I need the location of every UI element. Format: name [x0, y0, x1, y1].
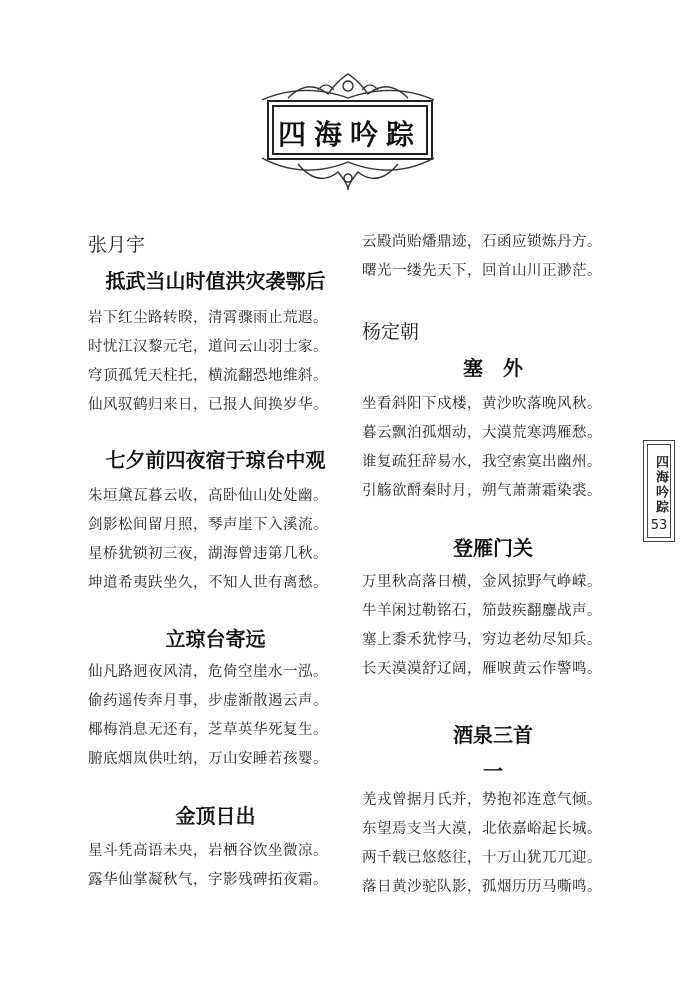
poem-title: 抵武当山时值洪灾袭鄂后	[105, 269, 326, 293]
poem-line: 仙风驭鹤归来日，已报人间换岁华。	[88, 397, 328, 413]
poem-line: 岩下红尘路转睽，清霄骤雨止荒遐。	[88, 310, 328, 326]
ornament-top-icon	[258, 70, 438, 106]
poem-title: 登雁门关	[453, 536, 533, 560]
poem-line: 偷药遥传奔月事，步虚渐散遏云声。	[88, 693, 328, 709]
poem-line: 星斗凭高语未央，岩栖谷饮坐微凉。	[88, 843, 328, 859]
poem-line: 坐看斜阳下戍楼，黄沙吹落晚风秋。	[362, 396, 602, 412]
poem-line: 星桥犹锁初三夜，湖海曾违第几秋。	[88, 546, 328, 562]
side-tab-label: 四海吟踪	[653, 455, 668, 515]
author-name: 张月宇	[88, 234, 146, 256]
page-number: 53	[650, 518, 668, 533]
poem-line: 落日黄沙驼队影，孤烟历历马嘶鸣。	[362, 879, 602, 895]
author-name: 杨定朝	[362, 321, 420, 343]
side-tab	[643, 440, 675, 542]
poem-line: 谁复疏狂辞易水，我空索寞出幽州。	[362, 454, 602, 470]
poem-line: 引觞欲酹秦时月，朔气萧萧霜染裘。	[362, 483, 602, 499]
poem-line: 两千载已悠悠往，十万山犹兀兀迎。	[362, 850, 602, 866]
section-title-box	[272, 105, 428, 155]
poem-title: 立琼台寄远	[165, 627, 266, 651]
poem-line: 云殿尚贻燔鼎迹，石函应锁炼丹方。	[362, 234, 602, 250]
section-title: 四海吟踪	[277, 118, 422, 151]
poem-line: 曙光一缕先天下，回首山川正渺茫。	[362, 263, 602, 279]
ornament-bottom-icon	[258, 154, 438, 194]
poem-line: 万里秋高落日横，金风掠野气峥嵘。	[362, 574, 602, 590]
poem-title: 酒泉三首	[453, 723, 533, 747]
side-tab-frame	[647, 444, 671, 538]
poem-line: 朱垣黛瓦暮云收，高卧仙山处处幽。	[88, 488, 328, 504]
poem-line: 穹顶孤凭天柱托，横流翻恐地维斜。	[88, 368, 328, 384]
poem-line: 暮云飘泊孤烟动，大漠荒寒鸿雁愁。	[362, 425, 602, 441]
poem-title: 金顶日出	[175, 804, 256, 828]
poem-subtitle: 一	[483, 759, 503, 783]
poem-line: 仙凡路迥夜风清，危倚空崖水一泓。	[88, 664, 328, 680]
poem-line: 时忧江汉黎元宅，道问云山羽士家。	[88, 339, 328, 355]
poem-line: 腑底烟岚供吐纳，万山安睡若孩婴。	[88, 751, 328, 767]
poem-line: 牛羊闲过勒铭石，笳鼓疾翻鏖战声。	[362, 603, 602, 619]
poem-title: 七夕前四夜宿于琼台中观	[105, 448, 326, 472]
poem-line: 露华仙掌凝秋气，字影残碑拓夜霜。	[88, 872, 328, 888]
poem-line: 羌戎曾据月氏并，势抱祁连意气倾。	[362, 792, 602, 808]
poem-line: 椰梅消息无还有，芝草英华死复生。	[88, 722, 328, 738]
poem-line: 长天漠漠舒辽阔，雁唳黄云作警鸣。	[362, 661, 602, 677]
section-header	[258, 70, 438, 200]
poem-title: 塞 外	[463, 356, 523, 380]
poem-line: 剑影松间留月照，琴声崖下入溪流。	[88, 517, 328, 533]
poem-line: 东望焉支当大漠，北依嘉峪起长城。	[362, 821, 602, 837]
poem-line: 塞上黍禾犹悖马，穷边老幼尽知兵。	[362, 632, 602, 648]
poem-line: 坤道希夷趺坐久，不知人世有离愁。	[88, 575, 328, 591]
